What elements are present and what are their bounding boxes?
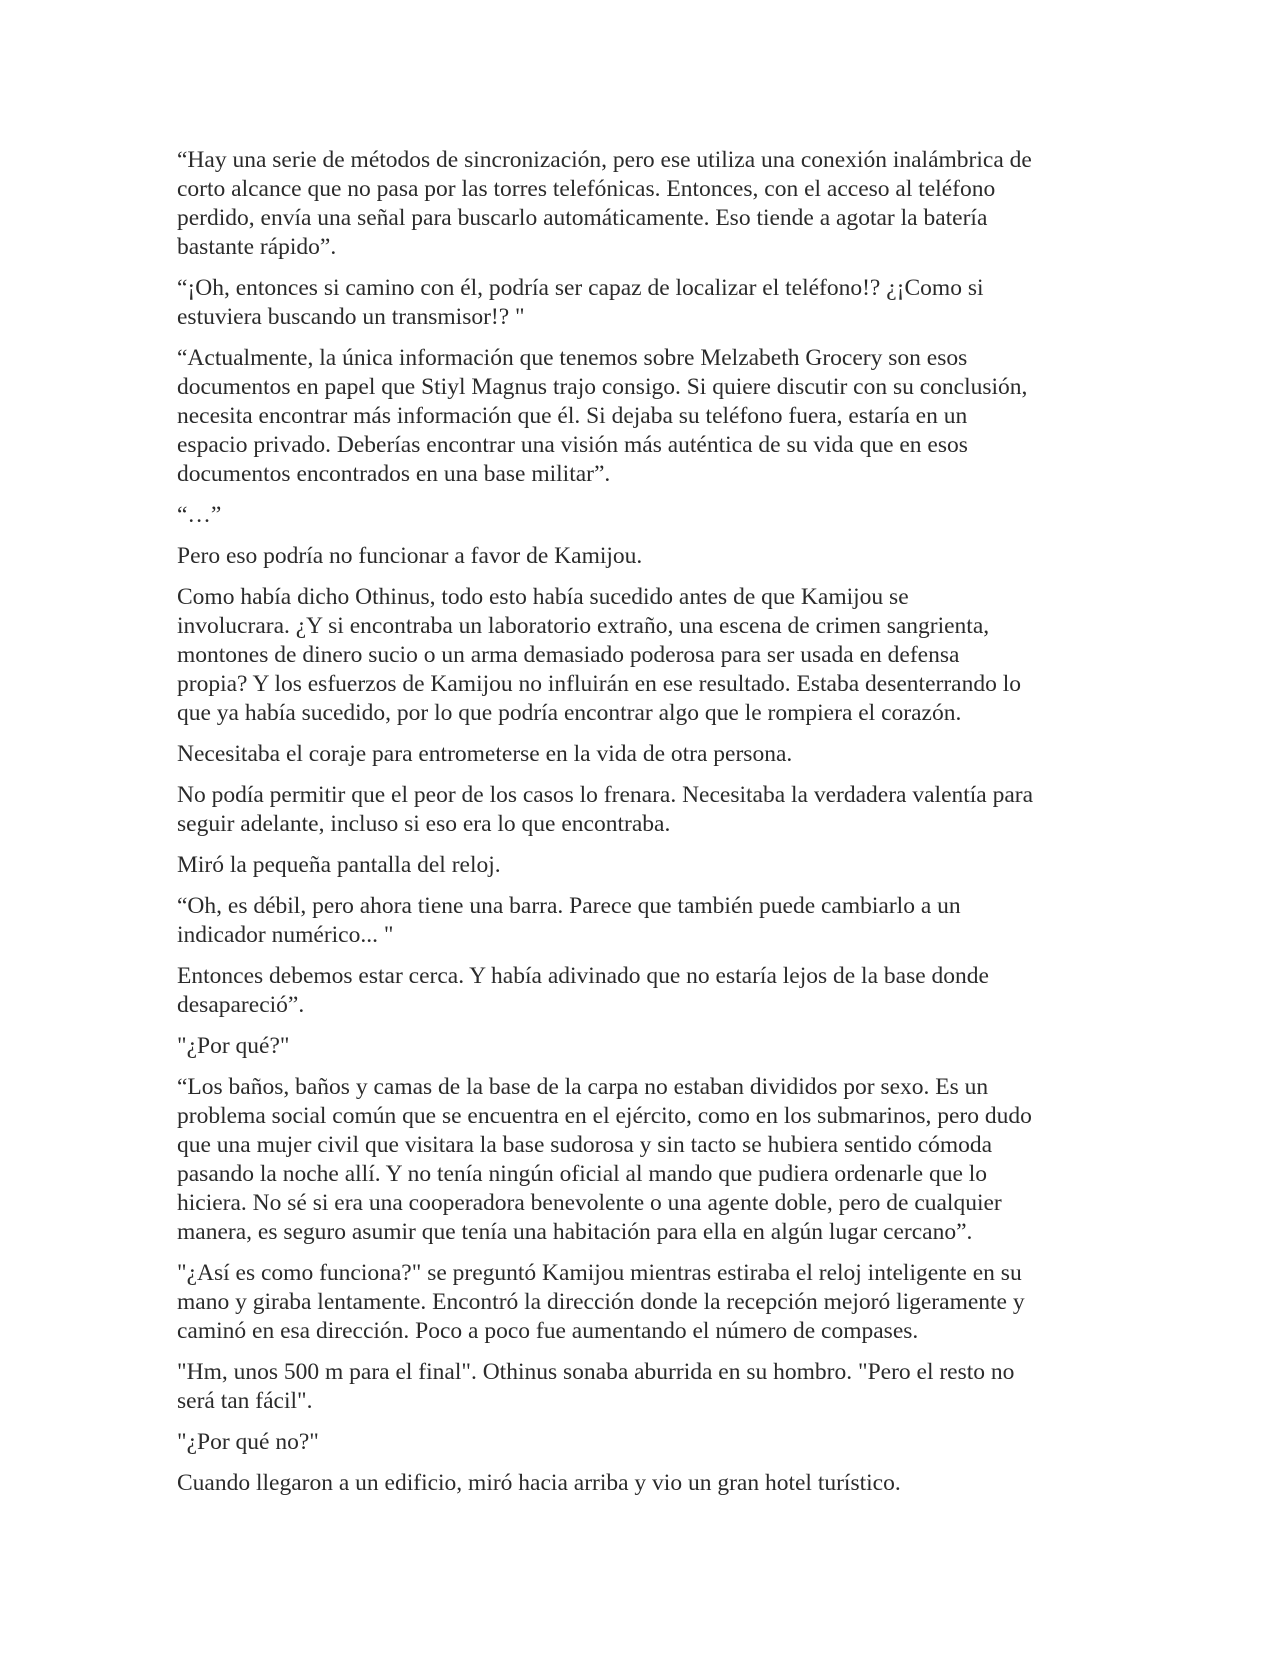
paragraph-15: "Hm, unos 500 m para el final". Othinus sonaba aburrida en su hombro. "Pero el resto no será tan fácil".: [177, 1359, 1015, 1414]
document-page: [177, 146, 1097, 1510]
paragraph-4: “…”: [177, 502, 222, 528]
paragraph-2: “¡Oh, entonces si camino con él, podría ser capaz de localizar el teléfono!? ¿¡Como si estuviera buscando un transmisor!? ": [177, 275, 984, 330]
paragraph-5: Pero eso podría no funcionar a favor de Kamijou.: [177, 543, 643, 569]
paragraph-1: “Hay una serie de métodos de sincronización, pero ese utiliza una conexión inalámbrica de corto alcance que no pasa por las torres telefónicas. Entonces, con el acceso al teléfono perdido, envía una señal para buscarlo automáticamente. Eso tiende a agotar la batería bastante rápido”.: [177, 147, 1032, 260]
paragraph-14: "¿Así es como funciona?" se preguntó Kamijou mientras estiraba el reloj inteligente en su mano y giraba lentamente. Encontró la dirección donde la recepción mejoró ligeramente y caminó en esa dirección. Poco a poco fue aumentando el número de compases.: [177, 1260, 1025, 1344]
paragraph-12: "¿Por qué?": [177, 1033, 290, 1059]
paragraph-16: "¿Por qué no?": [177, 1429, 319, 1455]
paragraph-6: Como había dicho Othinus, todo esto había sucedido antes de que Kamijou se involucrara. ¿Y si encontraba un laboratorio extraño, una escena de crimen sangrienta, montones de dinero sucio o un arma demasiado poderosa para ser usada en defensa propia? Y los esfuerzos de Kamijou no influirán en ese resultado. Estaba desenterrando lo que ya había sucedido, por lo que podría encontrar algo que le rompiera el corazón.: [177, 584, 1021, 726]
paragraph-11: Entonces debemos estar cerca. Y había adivinado que no estaría lejos de la base donde desapareció”.: [177, 963, 989, 1018]
paragraph-8: No podía permitir que el peor de los casos lo frenara. Necesitaba la verdadera valentía para seguir adelante, incluso si eso era lo que encontraba.: [177, 782, 1034, 837]
paragraph-10: “Oh, es débil, pero ahora tiene una barra. Parece que también puede cambiarlo a un indicador numérico... ": [177, 893, 961, 948]
paragraph-7: Necesitaba el coraje para entrometerse en la vida de otra persona.: [177, 741, 793, 767]
paragraph-3: “Actualmente, la única información que tenemos sobre Melzabeth Grocery son esos documentos en papel que Stiyl Magnus trajo consigo. Si quiere discutir con su conclusión, necesita encontrar más información que él. Si dejaba su teléfono fuera, estaría en un espacio privado. Deberías encontrar una visión más auténtica de su vida que en esos documentos encontrados en una base militar”.: [177, 345, 1028, 487]
paragraph-9: Miró la pequeña pantalla del reloj.: [177, 852, 501, 878]
paragraph-17: Cuando llegaron a un edificio, miró hacia arriba y vio un gran hotel turístico.: [177, 1470, 901, 1496]
paragraph-13: “Los baños, baños y camas de la base de la carpa no estaban divididos por sexo. Es un problema social común que se encuentra en el ejército, como en los submarinos, pero dudo que una mujer civil que visitara la base sudorosa y sin tacto se hubiera sentido cómoda pasando la noche allí. Y no tenía ningún oficial al mando que pudiera ordenarle que lo hiciera. No sé si era una cooperadora benevolente o una agente doble, pero de cualquier manera, es seguro asumir que tenía una habitación para ella en algún lugar cercano”.: [177, 1074, 1032, 1245]
